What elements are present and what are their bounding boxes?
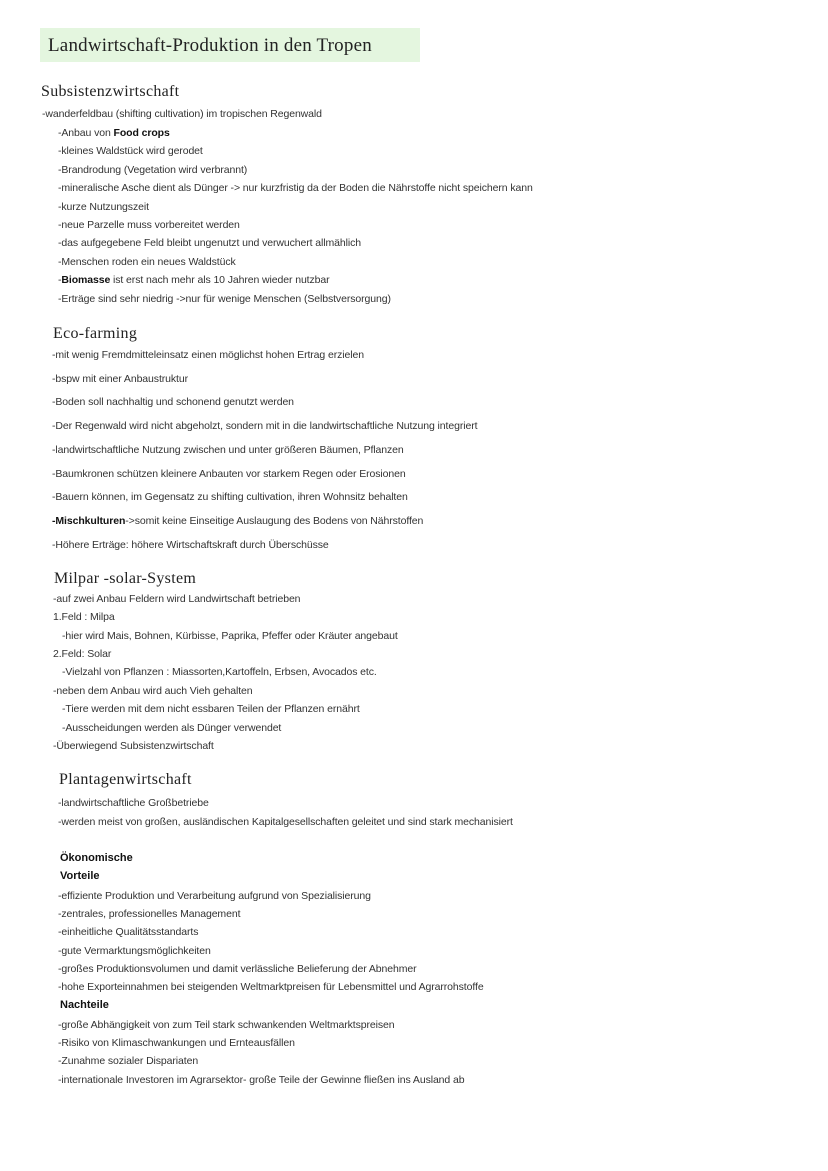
text-line: -einheitliche Qualitätsstandarts: [58, 926, 199, 938]
text-line: -auf zwei Anbau Feldern wird Landwirtschaft betrieben: [53, 593, 301, 605]
text-line: -Zunahme sozialer Dispariaten: [58, 1055, 199, 1067]
text-line: -Ausscheidungen werden als Dünger verwendet: [62, 722, 282, 734]
text-line: -Boden soll nachhaltig und schonend genutzt werden: [52, 396, 294, 408]
page-title: Landwirtschaft-Produktion in den Tropen: [48, 35, 372, 56]
text-line: -kurze Nutzungszeit: [58, 201, 149, 213]
text-line: -hohe Exporteinnahmen bei steigenden Weltmarktpreisen für Lebensmittel und Agrarrohstoffe: [58, 981, 484, 993]
text-line: -neben dem Anbau wird auch Vieh gehalten: [53, 685, 253, 697]
text-line: -großes Produktionsvolumen und damit verlässliche Belieferung der Abnehmer: [58, 963, 417, 975]
text-line: -Anbau von Food crops: [58, 127, 170, 139]
text-line: -gute Vermarktungsmöglichkeiten: [58, 945, 211, 957]
text-line: 1.Feld : Milpa: [53, 611, 115, 623]
text-line: -Brandrodung (Vegetation wird verbrannt): [58, 164, 248, 176]
text-line: -werden meist von großen, ausländischen Kapitalgesellschaften geleitet und sind stark mechanisiert: [58, 816, 513, 828]
text-line: -Menschen roden ein neues Waldstück: [58, 256, 236, 268]
subheading-nachteile: Nachteile: [60, 999, 109, 1011]
text-line: -effiziente Produktion und Verarbeitung aufgrund von Spezialisierung: [58, 890, 371, 902]
text-line: 2.Feld: Solar: [53, 648, 112, 660]
text-line: -Höhere Erträge: höhere Wirtschaftskraft durch Überschüsse: [52, 539, 329, 551]
section-heading-eco-farming: Eco-farming: [53, 325, 138, 342]
text-line: -kleines Waldstück wird gerodet: [58, 145, 203, 157]
text-line: -Baumkronen schützen kleinere Anbauten vor starkem Regen oder Erosionen: [52, 468, 406, 480]
text-line: -neue Parzelle muss vorbereitet werden: [58, 219, 240, 231]
section-heading-milpar: Milpar -solar-System: [54, 570, 197, 587]
text-line: -wanderfeldbau (shifting cultivation) im tropischen Regenwald: [42, 108, 322, 120]
text-line: -landwirtschaftliche Großbetriebe: [58, 797, 209, 809]
text-line: -Erträge sind sehr niedrig ->nur für wenige Menschen (Selbstversorgung): [58, 293, 391, 305]
text-line: -Vielzahl von Pflanzen : Miassorten,Kartoffeln, Erbsen, Avocados etc.: [62, 666, 377, 678]
text-line: -Bauern können, im Gegensatz zu shifting cultivation, ihren Wohnsitz behalten: [52, 491, 408, 503]
text-line: -Biomasse ist erst nach mehr als 10 Jahren wieder nutzbar: [58, 274, 330, 286]
section-heading-plantagen: Plantagenwirtschaft: [59, 771, 192, 788]
text-line: -Tiere werden mit dem nicht essbaren Teilen der Pflanzen ernährt: [62, 703, 360, 715]
text-line: -Der Regenwald wird nicht abgeholzt, sondern mit in die landwirtschaftliche Nutzung integriert: [52, 420, 478, 432]
text-line: -bspw mit einer Anbaustruktur: [52, 373, 188, 385]
section-heading-subsistenz: Subsistenzwirtschaft: [41, 83, 180, 100]
text-line: -mineralische Asche dient als Dünger -> nur kurzfristig da der Boden die Nährstoffe nicht speichern kann: [58, 182, 533, 194]
text-line: -landwirtschaftliche Nutzung zwischen und unter größeren Bäumen, Pflanzen: [52, 444, 404, 456]
text-line: -Mischkulturen->somit keine Einseitige Auslaugung des Bodens von Nährstoffen: [52, 515, 424, 527]
text-line: -Überwiegend Subsistenzwirtschaft: [53, 740, 214, 752]
text-line: -mit wenig Fremdmitteleinsatz einen möglichst hohen Ertrag erzielen: [52, 349, 364, 361]
text-line: -internationale Investoren im Agrarsektor- große Teile der Gewinne fließen ins Ausland ab: [58, 1074, 465, 1086]
subheading-oekonomische: Ökonomische: [60, 852, 133, 864]
text-line: -Risiko von Klimaschwankungen und Ernteausfällen: [58, 1037, 295, 1049]
text-line: -große Abhängigkeit von zum Teil stark schwankenden Weltmarktspreisen: [58, 1019, 395, 1031]
text-line: -das aufgegebene Feld bleibt ungenutzt und verwuchert allmählich: [58, 237, 361, 249]
subheading-vorteile: Vorteile: [60, 870, 100, 882]
text-line: -zentrales, professionelles Management: [58, 908, 241, 920]
text-line: -hier wird Mais, Bohnen, Kürbisse, Paprika, Pfeffer oder Kräuter angebaut: [62, 630, 398, 642]
